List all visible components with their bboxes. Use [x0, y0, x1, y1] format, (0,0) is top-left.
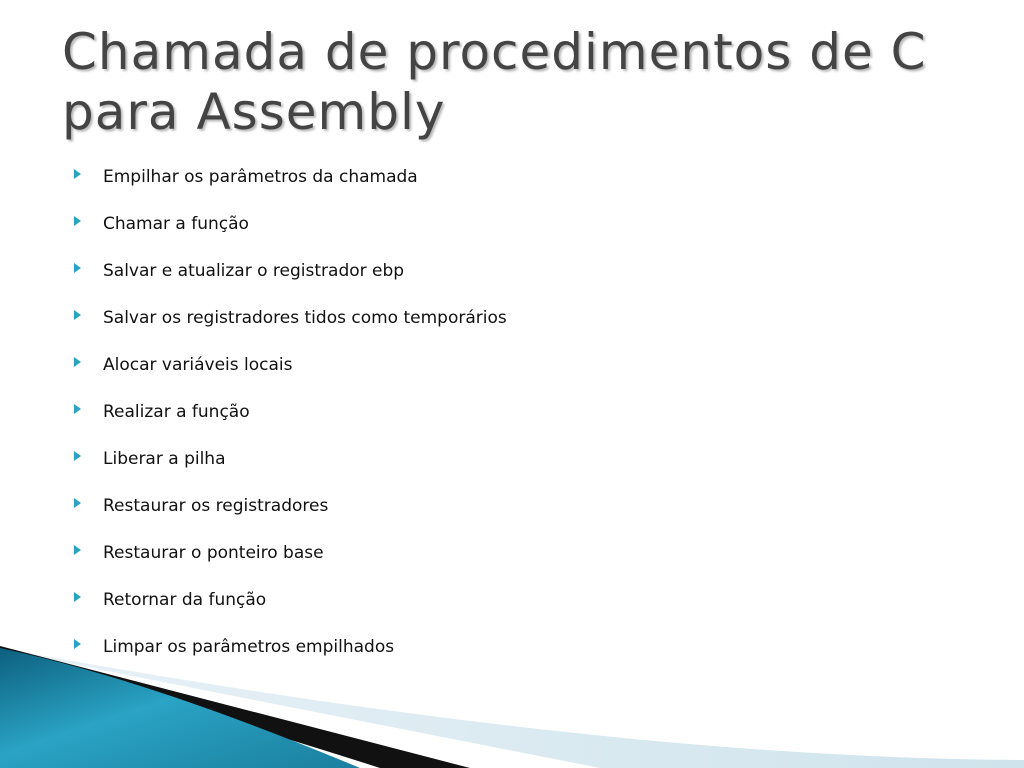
decorative-wave-graphic	[0, 640, 1024, 768]
triangle-right-icon	[70, 163, 103, 179]
bullet-item	[70, 163, 507, 210]
bullet-item	[70, 492, 507, 539]
bullet-text: Salvar os registradores tidos como temporários	[103, 308, 507, 328]
bullet-text: Realizar a função	[103, 402, 250, 422]
bullet-text: Chamar a função	[103, 214, 249, 234]
bullet-item	[70, 539, 507, 586]
triangle-right-icon	[70, 445, 103, 461]
triangle-right-icon	[70, 492, 103, 508]
bullet-item	[70, 398, 507, 445]
bullet-item	[70, 351, 507, 398]
triangle-right-icon	[70, 257, 103, 273]
bullet-text: Restaurar os registradores	[103, 496, 329, 516]
bullet-text: Restaurar o ponteiro base	[103, 543, 324, 563]
triangle-right-icon	[70, 539, 103, 555]
bullet-text: Empilhar os parâmetros da chamada	[103, 167, 418, 187]
bullet-text: Liberar a pilha	[103, 449, 226, 469]
triangle-right-icon	[70, 351, 103, 367]
triangle-right-icon	[70, 304, 103, 320]
bullet-text: Limpar os parâmetros empilhados	[103, 637, 395, 657]
bullet-item	[70, 210, 507, 257]
triangle-right-icon	[70, 586, 103, 602]
bullet-item	[70, 445, 507, 492]
triangle-right-icon	[70, 210, 103, 226]
bullet-list	[70, 163, 507, 680]
slide-title: Chamada de procedimentos de C para Assembly	[62, 23, 927, 141]
bullet-text: Alocar variáveis locais	[103, 355, 293, 375]
bullet-item	[70, 304, 507, 351]
bullet-text: Salvar e atualizar o registrador ebp	[103, 261, 405, 281]
bullet-text: Retornar da função	[103, 590, 267, 610]
bullet-item	[70, 257, 507, 304]
triangle-right-icon	[70, 398, 103, 414]
bullet-item	[70, 586, 507, 633]
